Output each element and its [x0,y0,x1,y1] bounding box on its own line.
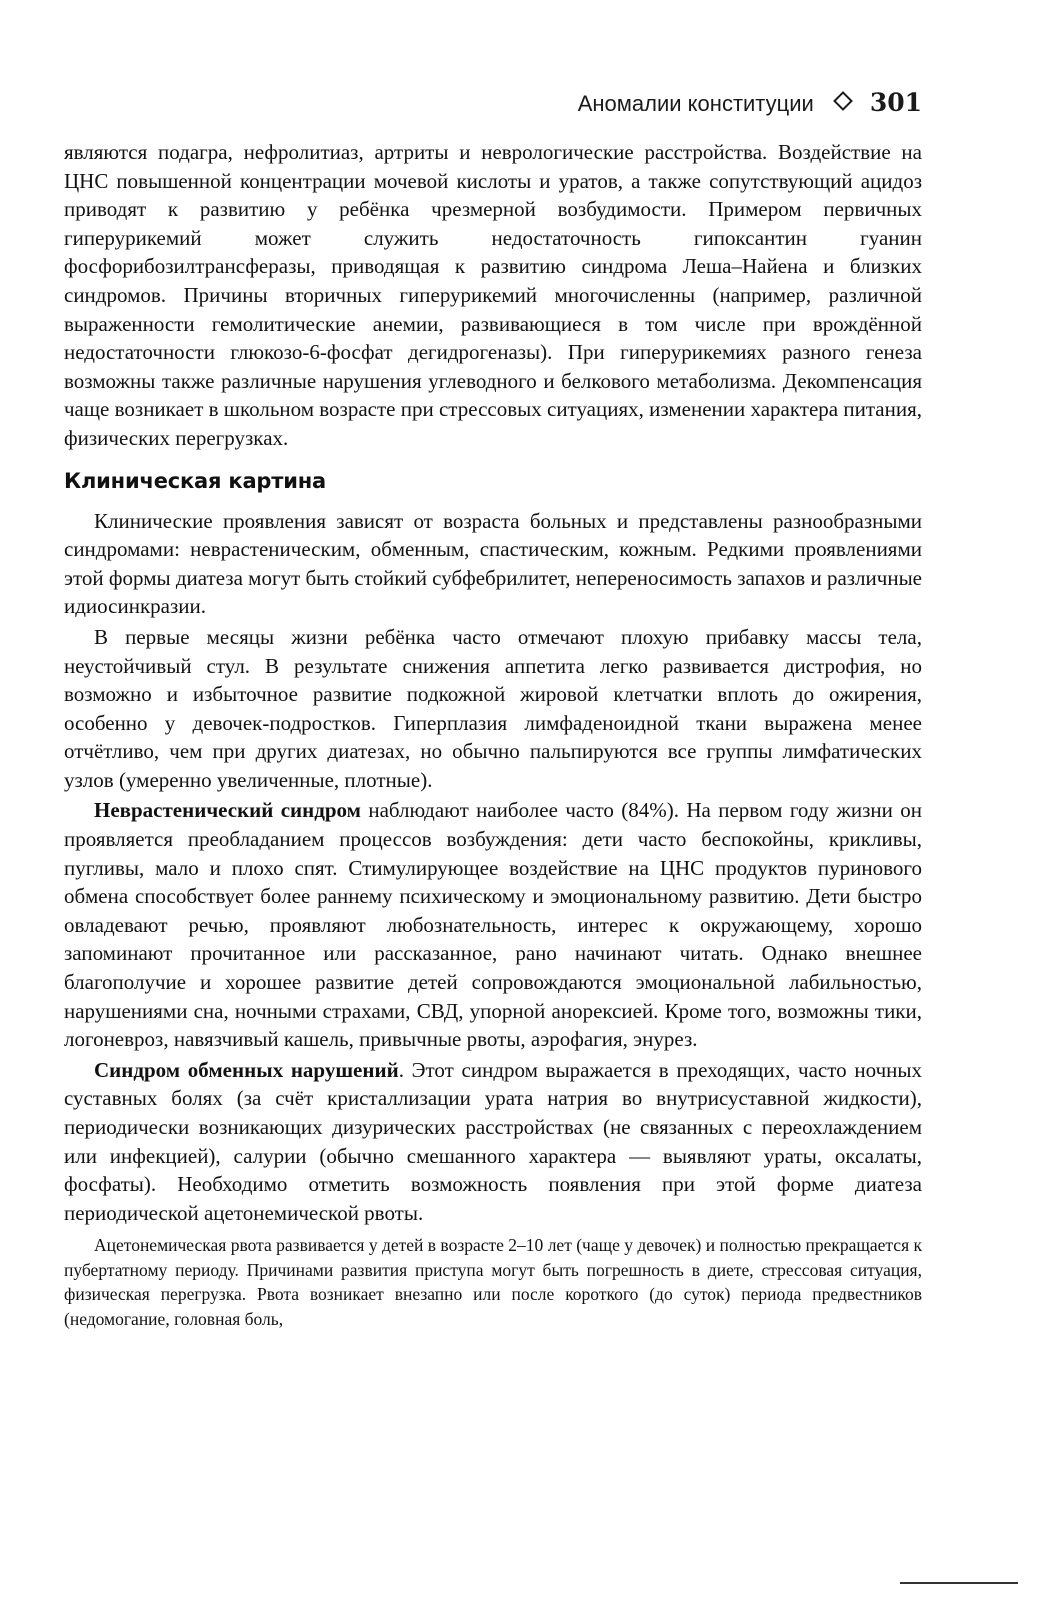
diamond-ornament-icon [833,91,853,111]
scan-edge-line [900,1582,1018,1584]
paragraph-clinical-manifestations: Клинические проявления зависят от возраста больных и представлены разнообразными синдромами: неврастеническим, обменным, спастическим, кожным. Редкими проявлениями этой формы диатеза могут быть стойкий субфебрилитет, непереносимость запахов и различные идиосинкразии. [64,508,923,619]
paragraph-continuation: являются подагра, нефролитиаз, артриты и неврологические расстройства. Воздействие на ЦНС повышенной концентрации мочевой кислоты и уратов, а также сопутствующий ацидоз приводят к развитию у ребёнка чрезмерной возбудимости. Примером первичных гиперурикемий может служить недостаточность гипоксантин гуанин фосфорибозилтрансферазы, приводящая к развитию синдрома Леша–Найена и близких синдромов. Причины вторичных гиперурикемий многочисленны (например, различной выраженности гемолитические анемии, развивающиеся в том числе при врождённой недостаточности глюкозо-6-фосфат дегидрогеназы). При гиперурикемиях разного генеза возможны также различные нарушения углеводного и белкового метаболизма. Декомпенсация чаще возникает в школьном возрасте при стрессовых ситуациях, изменении характера питания, физических перегрузках. [64,140,922,450]
term-neurasthenic-syndrome: Неврастенический синдром [94,798,361,823]
section-heading: Клиническая картина [64,468,327,493]
term-metabolic-syndrome: Синдром обменных нарушений [94,1057,399,1082]
paragraph-first-months: В первые месяцы жизни ребёнка часто отмечают плохую прибавку массы тела, неустойчивый стул. В результате снижения аппетита легко развивается дистрофия, но возможно и избыточное развитие подкожной жировой клетчатки вплоть до ожирения, особенно у девочек-подростков. Гиперплазия лимфаденоидной ткани выражена менее отчётливо, чем при других диатезах, но обычно пальпируются все группы лимфатических узлов (умеренно увеличенные, плотные). [64,624,922,792]
running-title: Аномалии конституции [577,91,814,116]
paragraph-neurasthenic-syndrome [64,796,922,1053]
paragraph-metabolic-syndrome [64,1056,922,1228]
paragraph-acetonemic-vomiting-note: Ацетонемическая рвота развивается у детей в возрасте 2–10 лет (чаще у девочек) и полностью прекращается к пубертатному периоду. Причинами развития приступа могут быть погрешность в диете, стрессовая ситуация, физическая перегрузка. Рвота возникает внезапно или после короткого (до суток) периода предвестников (недомогание, головная боль, [64,1235,922,1329]
paragraph-neurasthenic-text: наблюдают наиболее часто (84%). На первом году жизни он проявляется преобладанием процессов возбуждения: дети часто беспокойны, крикливы, пугливы, мало и плохо спят. Стимулирующее воздействие на ЦНС продуктов пуринового обмена способствует более раннему психическому и эмоциональному развитию. Дети быстро овладевают речью, проявляют любознательность, интерес к окружающему, хорошо запоминают прочитанное или рассказанное, рано начинают читать. Однако внешнее благополучие и хорошее развитие детей сопровождаются эмоциональной лабильностью, нарушениями сна, ночными страхами, СВД, упорной анорексией. Кроме того, возможны тики, логоневроз, навязчивый кашель, привычные рвоты, аэрофагия, энурез. [64,798,922,1052]
paragraph-metabolic-text: . Этот синдром выражается в преходящих, часто ночных суставных болях (за счёт кристаллизации урата натрия во внутрисуставной жидкости), периодически возникающих дизурических расстройствах (не связанных с переохлаждением или инфекцией), салурии (обычно смешанного характера — выявляют ураты, оксалаты, фосфаты). Необходимо отметить возможность появления при этой форме диатеза периодической ацетонемической рвоты. [64,1057,922,1225]
book-page [64,88,922,1331]
running-head [64,88,922,132]
page-number: 301 [869,88,922,117]
